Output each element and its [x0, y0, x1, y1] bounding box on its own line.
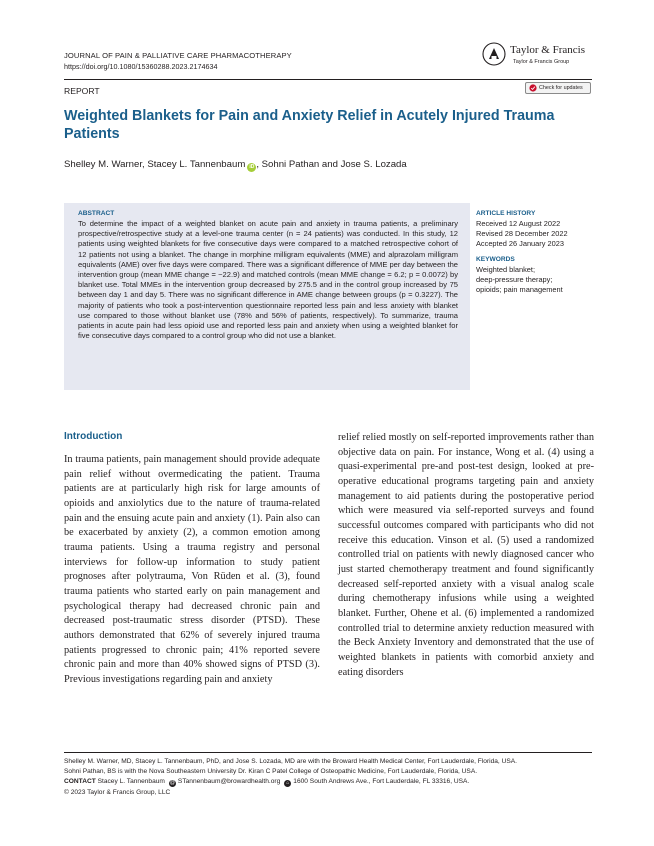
contact-address: 1600 South Andrews Ave., Fort Lauderdale, FL 33316, USA.	[293, 778, 470, 785]
publisher-name: Taylor & Francis	[510, 44, 585, 56]
abstract-text: To determine the impact of a weighted blanket on acute pain and anxiety in trauma patients, a preliminary prospective/retrospective study at a level-one trauma center (n = 24 patients) was conducted. In this study, 12 patients using weighted blankets for five consecutive days were compared to a matched retrospective cohort of 12 patients not using a blanket. The change in morphine milligram equivalents (MME) and alprazolam milligram equivalents (AME) over five days were compared. There was a significant difference of MME per day between the intervention group (mean MME change = −22.9) and matched controls (mean MME change = 6.2; p = 0.0072) by blanket use. Total MMEs in the intervention group decreased by 275.5 and in the control group increased by 75 between day 1 and day 5. There was no significant difference in AME change between groups (p = 0.3227). The majority of patients who took a post-intervention questionnaire reported less pain and less anxiety with blanket use compared to those without blanket use (78% and 56% of patients, respectively). To summarize, trauma patients in acute pain had less opioid use and reported less pain and anxiety when using a weighted blanket for five consecutive days compared to a control group who did not use a blanket.	[78, 219, 458, 341]
journal-name: JOURNAL OF PAIN & PALLIATIVE CARE PHARMACOTHERAPY	[64, 51, 292, 60]
authors-part-1: Shelley M. Warner, Stacey L. Tannenbaum	[64, 159, 246, 170]
copyright: © 2023 Taylor & Francis Group, LLC	[64, 789, 171, 796]
affiliation-line-1: Shelley M. Warner, MD, Stacey L. Tannenbaum, PhD, and Jose S. Lozada, MD are with the Broward Health Medical Center, Fort Lauderdale, Florida, USA.	[64, 758, 517, 765]
affiliation-line-2: Sohni Pathan, BS is with the Nova Southeastern University Dr. Kiran C Patel College of Osteopathic Medicine, Fort Lauderdale, Florida, USA.	[64, 768, 478, 775]
body-column-right	[338, 431, 594, 680]
contact-email[interactable]: STannenbaum@browardhealth.org	[177, 778, 281, 785]
body-column-left	[64, 453, 320, 688]
check-updates-label: Check for updates	[539, 84, 583, 91]
footer-rule	[64, 752, 592, 753]
header-rule	[64, 79, 592, 80]
article-title: Weighted Blankets for Pain and Anxiety Relief in Acutely Injured Trauma Patients	[64, 108, 555, 142]
keywords-heading: KEYWORDS	[476, 256, 515, 263]
contact-label: CONTACT	[64, 778, 96, 785]
authors-part-2: , Sohni Pathan and Jose S. Lozada	[256, 159, 407, 170]
abstract-heading: ABSTRACT	[78, 210, 115, 217]
history-accepted: Accepted 26 January 2023	[476, 239, 564, 248]
introduction-heading: Introduction	[64, 431, 123, 442]
history-revised: Revised 28 December 2022	[476, 229, 568, 238]
check-for-updates-button[interactable]	[525, 82, 591, 94]
check-updates-icon	[529, 84, 537, 92]
history-received: Received 12 August 2022	[476, 219, 561, 228]
doi-link[interactable]: https://doi.org/10.1080/15360288.2023.2174634	[64, 62, 218, 71]
taylor-francis-logo-icon	[482, 42, 506, 66]
email-icon: @	[169, 780, 175, 786]
publisher-group: Taylor & Francis Group	[513, 59, 570, 65]
intro-paragraph-left: In trauma patients, pain management should provide adequate pain relief without overmedicating the patient. Trauma patients are at particularly high risk for large amounts of opioids and anxiolytics due to the nature of trauma-related pain and the ensuing acute pain and anxiety (1). Pain also can be exacerbated by anxiety (2), a common emotion among trauma patients. Using a trauma registry and personal interviews for follow-up information to study patient prognoses after polytrauma, Von Rüden et al. (3), found trauma patients who started early on pain management and psychological therapy had decreased chronic pain and decreased post-traumatic stress disorder (PTSD). These authors demonstrated that 62% of severely injured trauma patients progressed to chronic pain; 41% reported severe chronic pain and more than 40% showed signs of PTSD (3). Previous investigations regarding pain and anxiety	[64, 454, 320, 685]
keyword-2: deep-pressure therapy;	[476, 275, 553, 284]
article-history-heading: ARTICLE HISTORY	[476, 210, 536, 217]
author-list	[64, 158, 407, 172]
keyword-1: Weighted blanket;	[476, 265, 536, 274]
orcid-icon[interactable]: iD	[249, 164, 255, 170]
address-icon: ⌂	[286, 780, 290, 786]
article-type: REPORT	[64, 86, 100, 96]
contact-line	[64, 777, 592, 787]
intro-paragraph-right: relief relied mostly on self-reported improvements rather than objective data on pain. For instance, Wong et al. (4) using a quasi-experimental pre-and post-test design, looked at pre-operative educational programs targeting pain and anxiety management to aid patients during the postoperative period which were measured via self-reported surveys and found successful outcomes compared with participants who did not receive this education. Vinson et al. (5) used a randomized controlled trial on patients with newly diagnosed cancer who just started chemotherapy treatment and found significantly decreased self-reported anxiety with a visual analog scale during chemotherapy infusions while using a weighted blanket. Further, Ohene et al. (6) implemented a randomized controlled trial to determine anxiety reduction measured with the Beck Anxiety Inventory and demonstrated that the use of weighted blankets in patients with comorbid anxiety and eating disorders	[338, 432, 594, 678]
contact-name: Stacey L. Tannenbaum	[97, 778, 165, 785]
keyword-3: opioids; pain management	[476, 285, 563, 294]
